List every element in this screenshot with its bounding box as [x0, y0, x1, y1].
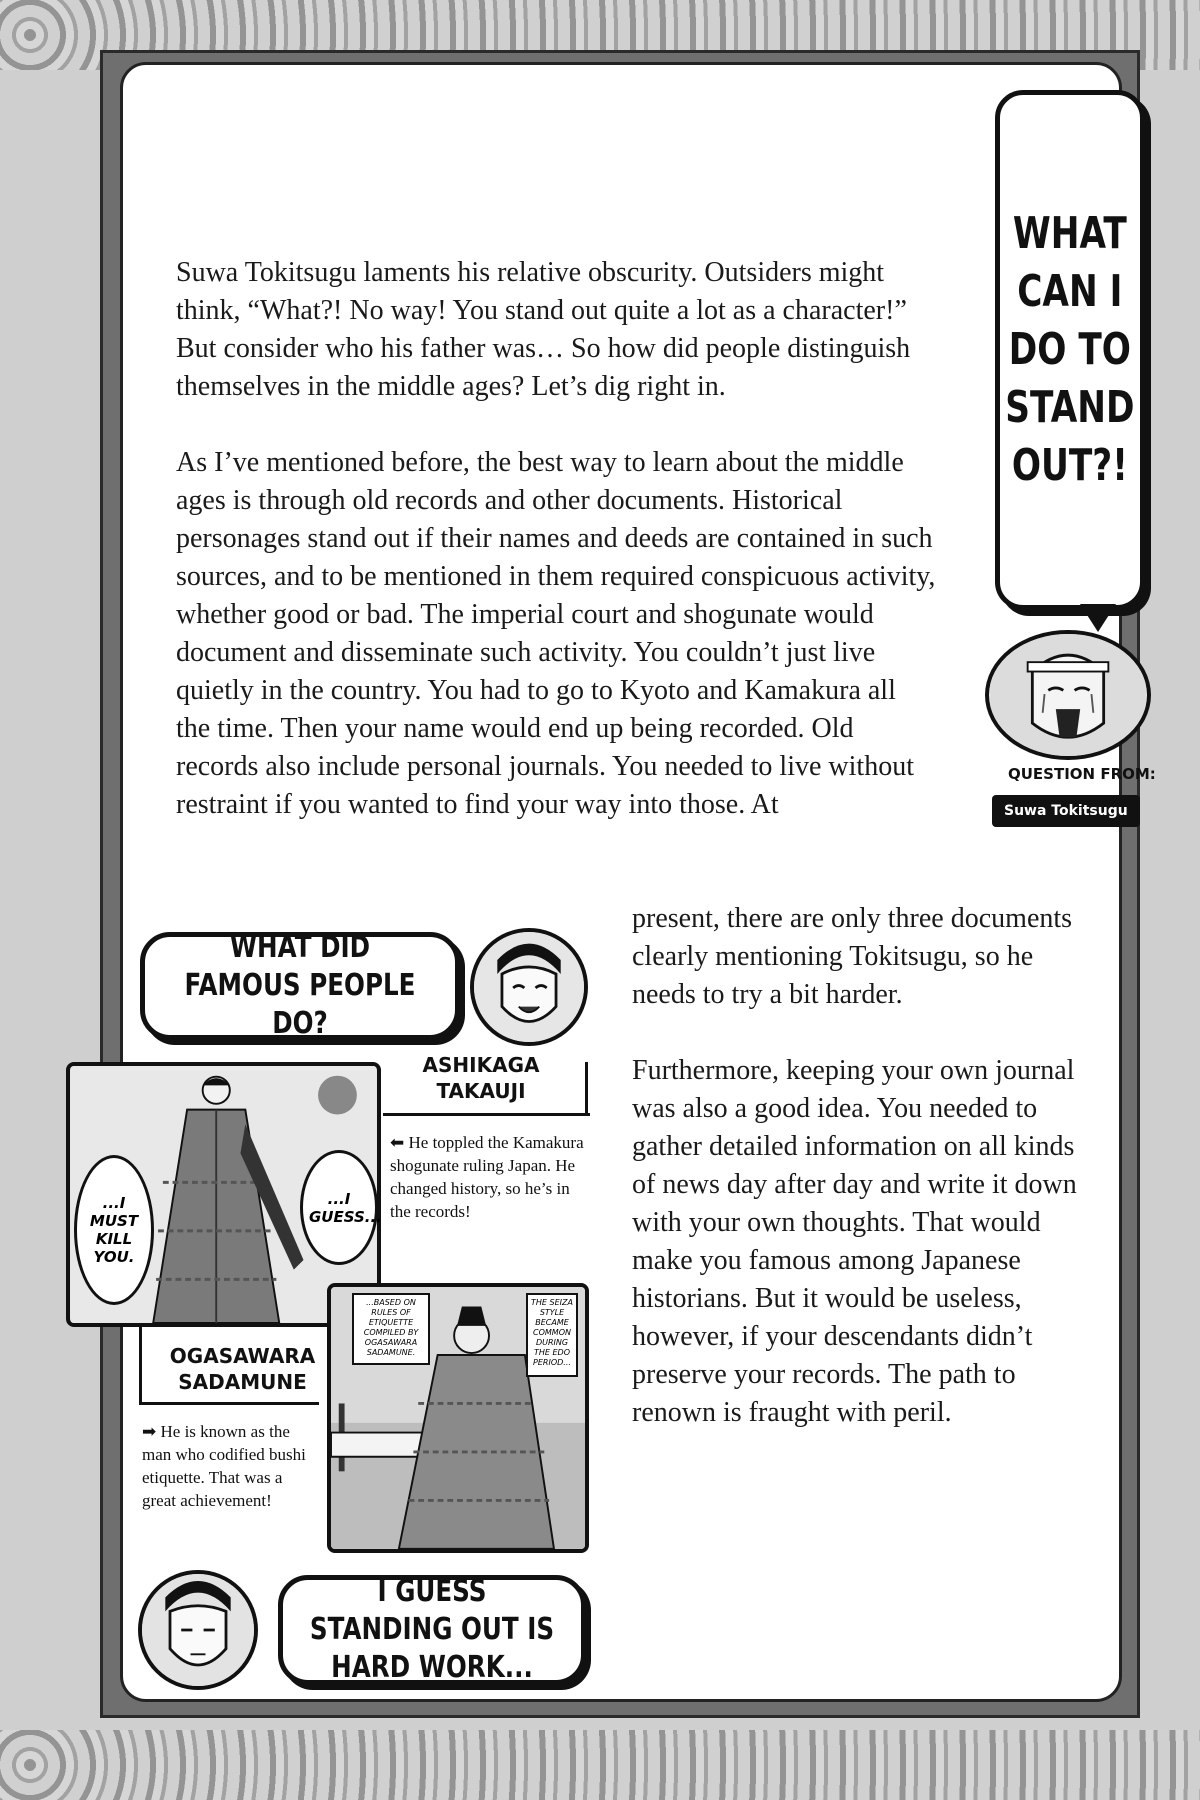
takauji-speech-right-text: ...I GUESS... [309, 1189, 382, 1226]
essay-intro [176, 254, 936, 862]
takauji-underline [383, 1113, 590, 1116]
tokitsugu-small-portrait [138, 1570, 258, 1690]
takauji-portrait [470, 928, 588, 1046]
sadamune-underline [139, 1402, 319, 1405]
tokitsugu-face-drawing [989, 634, 1147, 756]
takauji-note: ⬅ He toppled the Kamakura shogunate ruling Japan. He changed history, so he’s in the records! [390, 1133, 584, 1221]
closing-bubble-text: I GUESS STANDING OUT IS HARD WORK... [309, 1574, 555, 1685]
sadamune-rule [139, 1323, 142, 1403]
tokitsugu-small-face-drawing [142, 1574, 254, 1686]
question-title: WHAT CAN I DO TO STAND OUT?! [1005, 208, 1135, 491]
closing-bubble [278, 1575, 586, 1685]
famous-people-text: WHAT DID FAMOUS PEOPLE DO? [184, 930, 416, 1041]
takauji-speech-right [300, 1150, 382, 1265]
takauji-name: ASHIKAGA TAKAUJI [422, 1053, 540, 1103]
question-bubble-tail [1080, 604, 1116, 632]
takauji-speech-left [74, 1155, 154, 1305]
takauji-speech-left-text: ...I MUST KILL YOU. [89, 1194, 139, 1266]
takauji-face-drawing [474, 932, 584, 1042]
question-from-label: QUESTION FROM: [1008, 765, 1156, 783]
second-paragraph: As I’ve mentioned before, the best way to learn about the middle ages is through old records and other documents. Historical personages stand out if their names and deeds are contained in such sources, and to be mentioned in them required conspicuous activity, whether good or bad. The imperial court and shogunate would document and disseminate such activity. You couldn’t just live quietly in the country. You had to go to Kyoto and Kamakura all the time. Then your name would end up being recorded. Old records also include personal journals. You needed to live without restraint if you wanted to find your way into those. At [176, 447, 936, 820]
sadamune-caption-left: ...BASED ON RULES OF ETIQUETTE COMPILED BY OGASAWARA SADAMUNE. [352, 1293, 430, 1365]
essay-continued [632, 900, 1102, 1470]
tokitsugu-portrait [985, 630, 1151, 760]
sadamune-caption-right: THE SEIZA STYLE BECAME COMMON DURING THE EDO PERIOD... [526, 1293, 578, 1377]
intro-paragraph: Suwa Tokitsugu laments his relative obscurity. Outsiders might think, “What?! No way! You stand out quite a lot as a character!” But consider who his father was… So how did people distinguish themselves in the middle ages? Let’s dig right in. [176, 257, 911, 402]
famous-people-bubble [140, 932, 460, 1040]
bottom-ornament-band [0, 1730, 1200, 1800]
question-bubble [995, 90, 1145, 610]
sadamune-note: ➡ He is known as the man who codified bushi etiquette. That was a great achievement! [142, 1422, 306, 1510]
third-paragraph: Furthermore, keeping your own journal was also a good idea. You needed to gather detailed information on all kinds of news day after day and write it down with your own thoughts. That would make you famous among Japanese historians. But it would be useless, however, if your descendants didn’t preserve your records. The path to renown is fraught with peril. [632, 1055, 1077, 1428]
sadamune-name: OGASAWARA SADAMUNE [169, 1344, 316, 1394]
second-paragraph-end: present, there are only three documents clearly mentioning Tokitsugu, so he needs to try a bit harder. [632, 903, 1073, 1010]
takauji-rule [585, 1062, 588, 1116]
asker-name-tag: Suwa Tokitsugu [992, 795, 1140, 827]
